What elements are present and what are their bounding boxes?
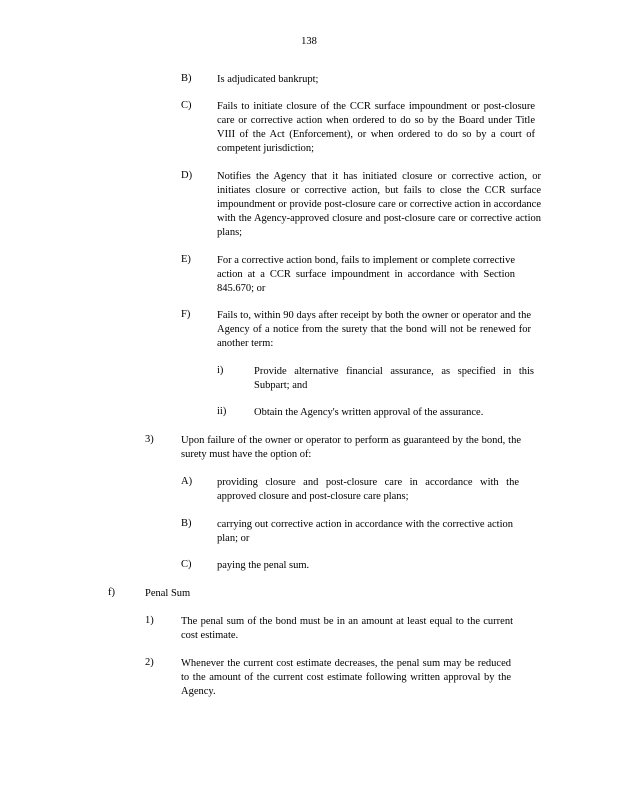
item-label-f1: 1)	[145, 615, 154, 626]
item-text-B: Is adjudicated bankrupt;	[217, 74, 319, 85]
page-number: 138	[301, 36, 317, 47]
item-label-3: 3)	[145, 434, 154, 445]
item-text-f1: The penal sum of the bond must be in an amount at least equal to the current cost estimate.	[181, 616, 513, 641]
item-text-f2: Whenever the current cost estimate decreases, the penal sum may be reduced to the amount of the current cost estimate following written approval by the Agency.	[181, 658, 511, 697]
item-text-F: Fails to, within 90 days after receipt by both the owner or operator and the Agency of a notice from the surety that the bond will not be renewed for another term:	[217, 310, 531, 349]
item-label-F: F)	[181, 309, 191, 320]
item-label-E: E)	[181, 254, 191, 265]
item-text-E: For a corrective action bond, fails to implement or complete corrective action at a CCR surface impoundment in accordance with Section 845.670; or	[217, 255, 515, 294]
item-label-B: B)	[181, 73, 192, 84]
item-label-Fi: i)	[217, 365, 224, 376]
item-text-D: Notifies the Agency that it has initiated closure or corrective action, or initiates closure or corrective action, but fails to close the CCR surface impoundment or provide post-closure care or corrective action in accordance with the Agency-approved closure and post-closure care or corrective action plans;	[217, 171, 541, 238]
item-text-Fi: Provide alternative financial assurance, as specified in this Subpart; and	[254, 366, 534, 391]
item-label-C: C)	[181, 100, 192, 111]
item-label-3C: C)	[181, 559, 192, 570]
item-text-3A: providing closure and post-closure care in accordance with the approved closure and post-closure care plans;	[217, 477, 519, 502]
section-label-f: f)	[108, 587, 115, 598]
item-text-3: Upon failure of the owner or operator to perform as guaranteed by the bond, the surety must have the option of:	[181, 435, 521, 460]
item-text-3B: carrying out corrective action in accordance with the corrective action plan; or	[217, 519, 513, 544]
item-label-3A: A)	[181, 476, 193, 487]
item-label-Fii: ii)	[217, 406, 227, 417]
item-label-D: D)	[181, 170, 193, 181]
item-text-C: Fails to initiate closure of the CCR surface impoundment or post-closure care or corrective action when ordered to do so by the Board under Title VIII of the Act (Enforcement), or when ordered to do so by a court of competent jurisdiction;	[217, 101, 535, 154]
item-text-Fii: Obtain the Agency's written approval of the assurance.	[254, 407, 484, 418]
item-label-f2: 2)	[145, 657, 154, 668]
item-text-3C: paying the penal sum.	[217, 560, 310, 571]
item-label-3B: B)	[181, 518, 192, 529]
section-heading-penal-sum: Penal Sum	[145, 588, 191, 599]
